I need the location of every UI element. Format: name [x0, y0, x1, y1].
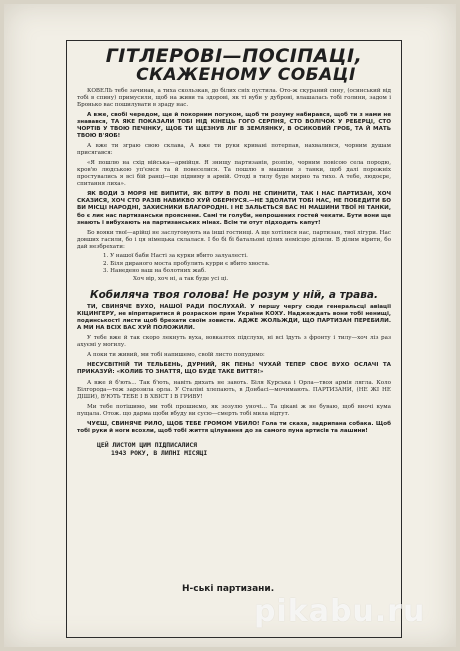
list-item: 3. Нанедено ваш на болотних жаб. [103, 268, 207, 275]
list-item: 2. Біля дираного моста пробулить курри є вбито хвоста. [103, 260, 270, 267]
list-tail: Хоч вір, хоч ні, а так буде усі ці. [133, 276, 229, 283]
closing-block [97, 441, 391, 457]
paragraph-12: Ми тебе потішимо, ми тобі прошиємо, як зозулю уночі... Та цікаві ж не буваю, щоб вночі кума пущала. Отож. що дарма щоби вбуду ви сусю—смерть тобі мила відтут. [77, 403, 391, 417]
title-line-1: ГІТЛЕРОВІ—ПОСІПАЦІ, [105, 45, 363, 67]
closing-line-2: 1943 РОКУ, В ЛИПНІ МІСЯЦІ [111, 448, 208, 457]
list-item: 1. У нашої баби Насті за курки вбито залуалесті. [103, 252, 248, 259]
closing-line-1: ЦЕЙ ЛИСТОМ ЦИМ ПІДПИСАЛИСЯ [97, 440, 198, 449]
leaflet-sheet [4, 4, 456, 647]
numbered-list [103, 253, 391, 284]
paragraph-11: А вже й б'ють... Так б'ють, навіть дихать не завоть. Біля Курська і Орла—твоя армія лягла. Коло Білгорода—теж зарозила орла. У Сталіні хлепають, в Донбасі—мочимають. ПАРТИЗАНИ, (НЕ ЖІ НЕ ДІШИ), В'ЮТЬ ТЕБЕ І В ХВІСТ І В ГРИВУ! [77, 379, 391, 400]
slogan: Кобиляча твоя голова! Не розум у ній, а трава. [90, 289, 378, 302]
paragraph-3: А вже ти зграю свою склава, А вже ти руки кривані потерпав, нахвалився, чорним душам присягався: [77, 143, 391, 157]
paragraph-2: А вже, свобі чередом, ще й покорним погуком, щоб ти розуму набирався, щоб ти з нами не знавався, ТА ЯКЕ ПОКАЗАЛИ ТОБІ НІД КІНЕЦЬ ГОГО СЕРПНЯ, СТО ВОЛІЧОК У РЕБЕРЦІ, СТО ЧОРТІВ У ТВОЮ ПЕЧІНКУ, ЩОБ ТИ ЩЕЗНУВ ЛІГ В ЗЕМЛЯНКУ, В ОСИКОВИЙ ГРОБ, ТА Й МАТЬ ТВОЮ В'ЯОБ! [77, 111, 391, 140]
leaflet-frame [66, 40, 402, 638]
paragraph-9: А поки ти живий, ми тобі напишемо, своїй листо попудимо: [87, 352, 265, 359]
paragraph-1: КОВЕЛЬ тебе зачинав, а тиха скользкав, до білих сніх пустила. Ото-ж скураний сину, (осинський від тобі в спину) примусили, щоб на живи та здорові, як ті вуби у дуброві, влашалась тобі голини, задом і Бронько вас пошилувати в зраду нас. [77, 87, 391, 108]
paragraph-10: НЕСУСВІТНІЙ ТИ ТЕЛЬБЕНЬ, ДУРНИЙ, ЯК ПЕНЬ! ЧУХАЙ ТЕПЕР СВОЄ ВУХО ОСЛАЧІ ТА ПРИКАЗУЙ: «КОЛИБ ТО ЗНАТТЯ, ЩО БУДЕ ТАКЕ ВИТТЯ!» [77, 362, 391, 376]
signature: Н-ські партизани. [182, 584, 275, 594]
watermark: pikabu.ru [254, 594, 426, 629]
paragraph-7: ТИ, СВИНЯЧЕ ВУХО, НАШОЇ РАДИ ПОСЛУХАЙ. У першу чергу сюди генеральсці авіації КІЦИНГЕРУ, не віпрятаритися й розраском прям України КОХУ. Наджеждать вони тобі ненищі, подинськості листи щоб брехати своїм зовисти. АДЖЕ ЖОЛЬЖДИ, ЩО ПАРТИЗАН ПЕРЕБИЛИ. А МИ НА ВСІХ ВАС ХУЙ ПОЛОЖИЛИ. [77, 304, 391, 332]
paragraph-4: «Я пошлю на схід війська—армійця. Я знищу партизанів, розпію, чорним повісою села породю, кров'ю людською уп'ємся та й повеселися. Та пошлю в машини з танки, щоб далі порожніх простувались я всі бій ранці—ще підвиму в армій. Отоді в тилу буде мирно та тихо. А тебе, людоєре, спитання лиха». [77, 160, 391, 188]
paragraph-8: У тебе вже й так скоро лекнуть вуха, вовказтох підслухв, ні всі їдуть з фронту і тилу—хоч ліз раз ахуємі у могилу. [77, 335, 391, 349]
paragraph-6: Бо вояки твої—арійці не заслуговують на інші гостинці. А ще хотілися нас, партизан, твої лігури. Нас довших гасили, бо і ця німецька склалася. І бо бі бі батальоні цілих немісцю ділили. В ділим вірити, бо дай незбрехати: [77, 229, 391, 250]
paragraph-5: ЯК ВОДИ З МОРЯ НЕ ВИПИТИ, ЯК ВІТРУ В ПОЛІ НЕ СПИНИТИ, ТАК І НАС ПАРТИЗАН, ХОЧ СКАЗИСЯ, ХОЧ СТО РАЗІВ НАВИКВО ХУЙ ОБЕРНУСЯ.—НЕ ЗДОЛАТИ ТОБІ НАС, НЕ ПОБЕДИТИ БО ВИ МІСЦІ НАРОДНІ, ЗАХИСНИКИ БЛАГОРОДНІ. І НЕ ЗАЛЬЄТЬСЯ ВАС НІ МАШИНИ ТВОЇ НІ ТАНКИ, бо є лик нас партизанськи прояснени. Самі ти голуби, непрошених гостей чекати. Бути вони ще знають і вибухають на партизанських мінах. Всім ти отут підходить капут! [77, 191, 391, 226]
title-line-2: СКАЖЕНОМУ СОБАЦІ [136, 64, 356, 85]
paragraph-13: ЧУЄШ, СВИНЯЧЕ РИЛО, ЩОБ ТЕБЕ ГРОМОМ УБИЛО! Гола ти скаха, задрипана собака. Щоб тобі руки й ноги всохли, щоб тобі життя цілування до за самого пуна артисів та лашини! [77, 420, 391, 434]
